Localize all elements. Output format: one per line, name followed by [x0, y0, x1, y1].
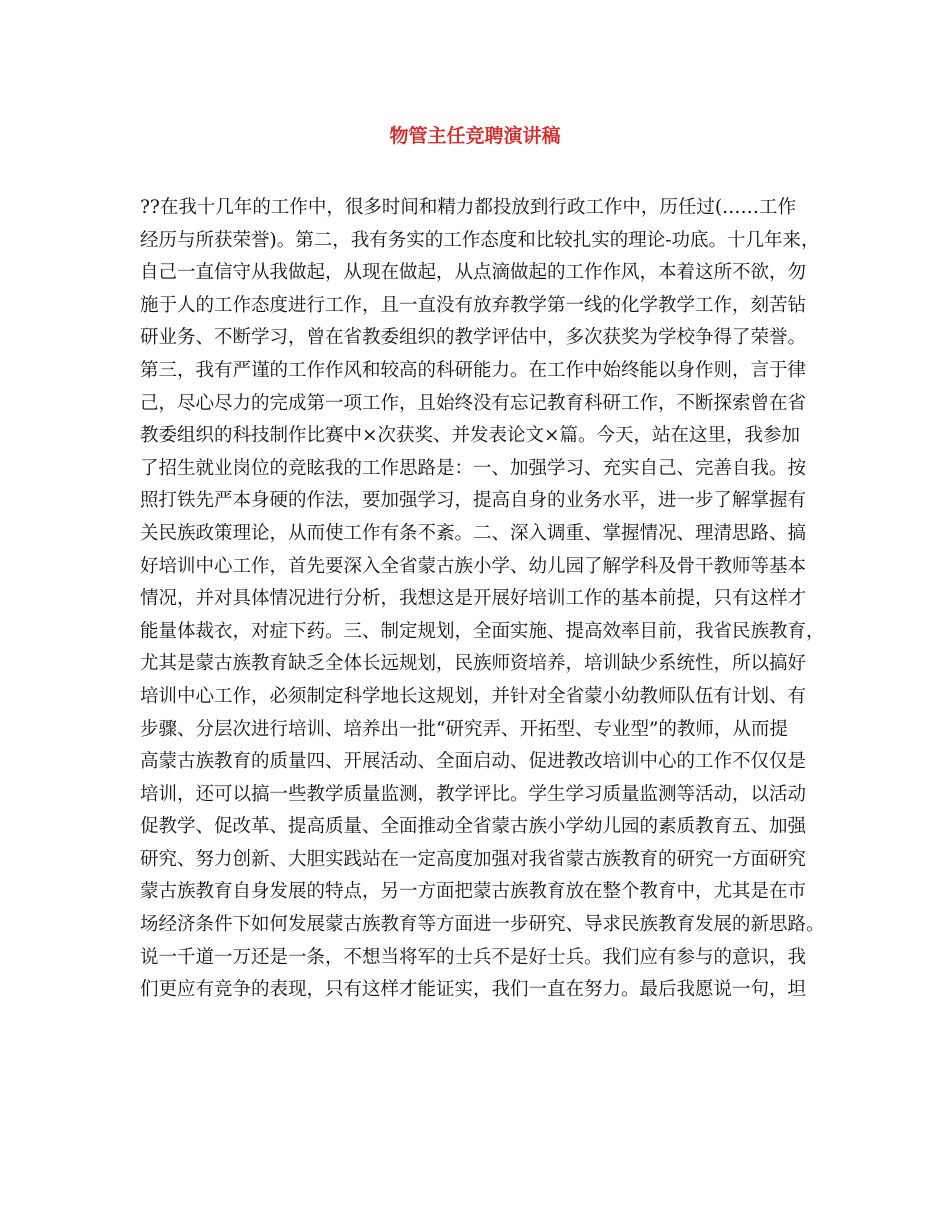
body-line-12: 好培训中心工作，首先要深入全省蒙古族小学、幼儿园了解学科及骨干教师等基本 [140, 555, 807, 577]
body-line-11: 关民族政策理论，从而使工作有条不紊。二、深入调重、掌握情况、理清思路、搞 [140, 522, 807, 544]
body-line-20: 促教学、促改革、提高质量、全面推动全省蒙古族小学幼儿园的素质教育五、加强 [140, 816, 807, 838]
body-line-8: 教委组织的科技制作比赛中×次获奖、并发表论文×篇。今天，站在这里，我参加 [140, 425, 801, 447]
body-line-7: 己，尽心尽力的完成第一项工作，且始终没有忘记教育科研工作，不断探索曾在省 [140, 392, 807, 414]
body-line-18: 高蒙古族教育的质量四、开展活动、全面启动、促进教改培训中心的工作不仅仅是 [140, 751, 807, 773]
body-line-21: 研究、努力创新、大胆实践站在一定高度加强对我省蒙古族教育的研究一方面研究 [140, 848, 807, 870]
body-line-25: 们更应有竞争的表现，只有这样才能证实，我们一直在努力。最后我愿说一句，坦 [140, 979, 807, 1001]
body-line-4: 施于人的工作态度进行工作，且一直没有放弃教学第一线的化学教学工作，刻苦钻 [140, 294, 807, 316]
body-line-23: 场经济条件下如何发展蒙古族教育等方面进一步研究、导求民族教育发展的新思路。 [140, 914, 825, 936]
body-line-1: ??在我十几年的工作中，很多时间和精力都投放到行政工作中，历任过(……工作 [140, 197, 797, 218]
document-body [140, 192, 825, 1007]
body-line-14: 能量体裁衣，对症下药。三、制定规划，全面实施、提高效率目前，我省民族教育， [140, 620, 825, 642]
body-line-6: 第三，我有严谨的工作作风和较高的科研能力。在工作中始终能以身作则，言于律 [140, 359, 807, 381]
body-line-5: 研业务、不断学习，曾在省教委组织的教学评估中，多次获奖为学校争得了荣誉。 [140, 327, 807, 349]
body-line-2: 经历与所获荣誉)。第二，我有务实的工作态度和比较扎实的理论-功底。十几年来， [140, 229, 820, 251]
body-line-9: 了招生就业岗位的竞眩我的工作思路是：一、加强学习、充实自己、完善自我。按 [140, 457, 807, 479]
body-line-24: 说一千道一万还是一条，不想当将军的士兵不是好士兵。我们应有参与的意识，我 [140, 946, 807, 968]
body-line-15: 尤其是蒙古族教育缺乏全体长远规划，民族师资培养，培训缺少系统性，所以搞好 [140, 653, 807, 675]
body-line-16: 培训中心工作，必须制定科学地长这规划，并针对全省蒙小幼教师队伍有计划、有 [140, 685, 807, 707]
body-line-17: 步骤、分层次进行培训、培养出一批“研究弄、开拓型、专业型”的教师，从而提 [140, 718, 788, 740]
document-title: 物管主任竞聘演讲稿 [389, 125, 561, 147]
body-line-13: 情况，并对具体情况进行分析，我想这是开展好培训工作的基本前提，只有这样才 [140, 588, 807, 610]
body-line-19: 培训，还可以搞一些教学质量监测，教学评比。学生学习质量监测等活动，以活动 [140, 783, 807, 805]
body-line-22: 蒙古族教育自身发展的特点，另一方面把蒙古族教育放在整个教育中，尤其是在市 [140, 881, 807, 903]
body-line-3: 自己一直信守从我做起，从现在做起，从点滴做起的工作作风，本着这所不欲，勿 [140, 262, 807, 284]
body-line-10: 照打铁先严本身硬的作法，要加强学习，提高自身的业务水平，进一步了解掌握有 [140, 490, 807, 512]
